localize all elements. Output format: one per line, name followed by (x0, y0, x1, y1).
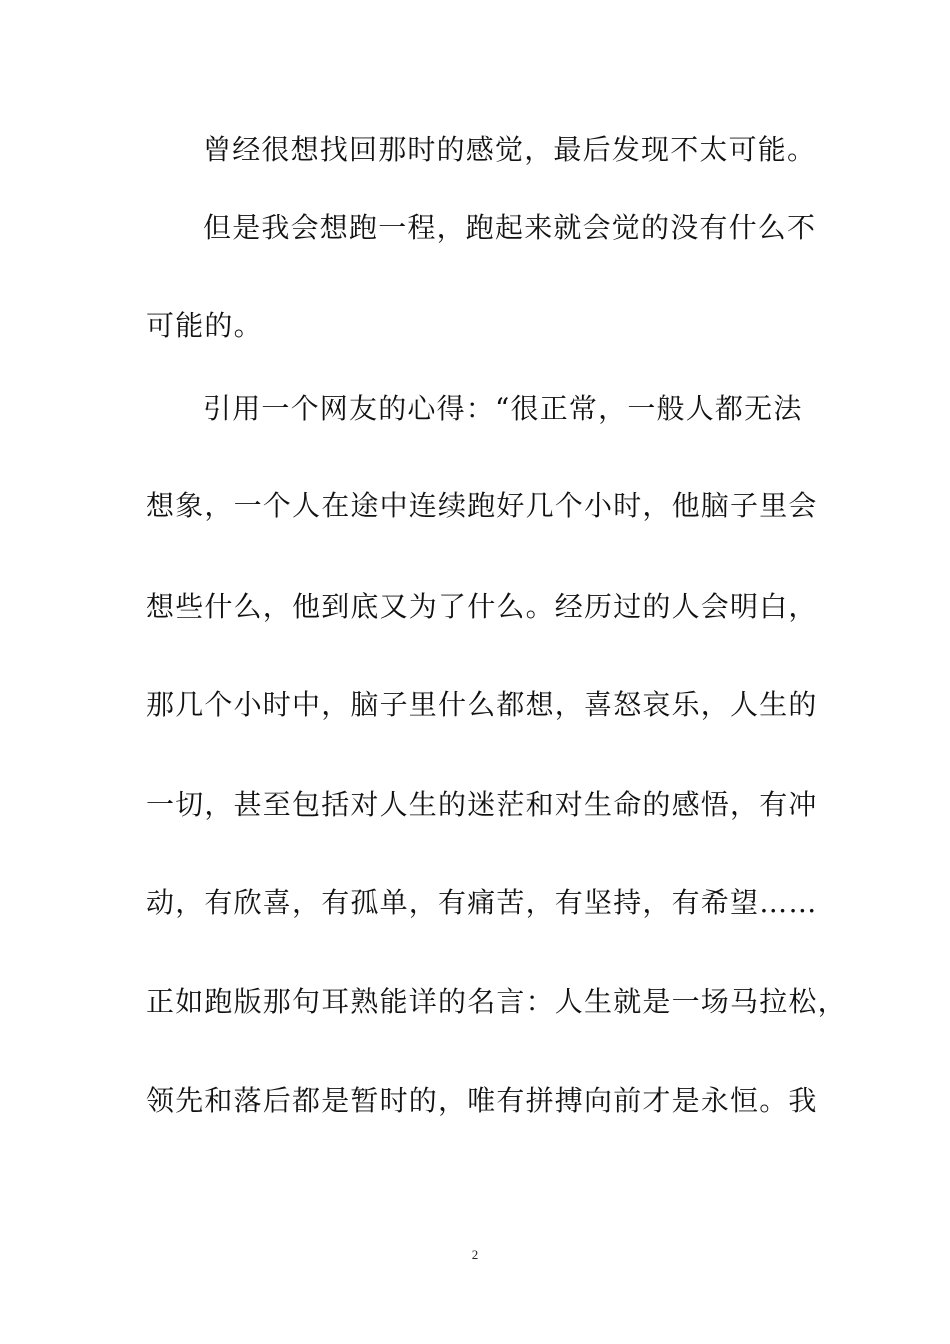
text-line: 曾经很想找回那时的感觉，最后发现不太可能。 (203, 133, 817, 166)
text-line: 正如跑版那句耳熟能详的名言：人生就是一场马拉松， (146, 985, 847, 1018)
text-line: 想些什么，他到底又为了什么。经历过的人会明白， (146, 590, 818, 623)
text-line: 一切，甚至包括对人生的迷茫和对生命的感悟，有冲 (146, 788, 818, 821)
text-line: 动，有欣喜，有孤单，有痛苦，有坚持，有希望…… (146, 886, 818, 919)
text-line: 那几个小时中，脑子里什么都想，喜怒哀乐，人生的 (146, 688, 818, 721)
text-line: 但是我会想跑一程，跑起来就会觉的没有什么不 (203, 211, 817, 244)
text-line: 可能的。 (146, 309, 263, 342)
text-line: 想象，一个人在途中连续跑好几个小时，他脑子里会 (146, 489, 818, 522)
text-line: 引用一个网友的心得：“很正常，一般人都无法 (203, 392, 803, 425)
text-line: 领先和落后都是暂时的，唯有拼搏向前才是永恒。我 (146, 1084, 818, 1117)
page-number: 2 (471, 1247, 479, 1262)
